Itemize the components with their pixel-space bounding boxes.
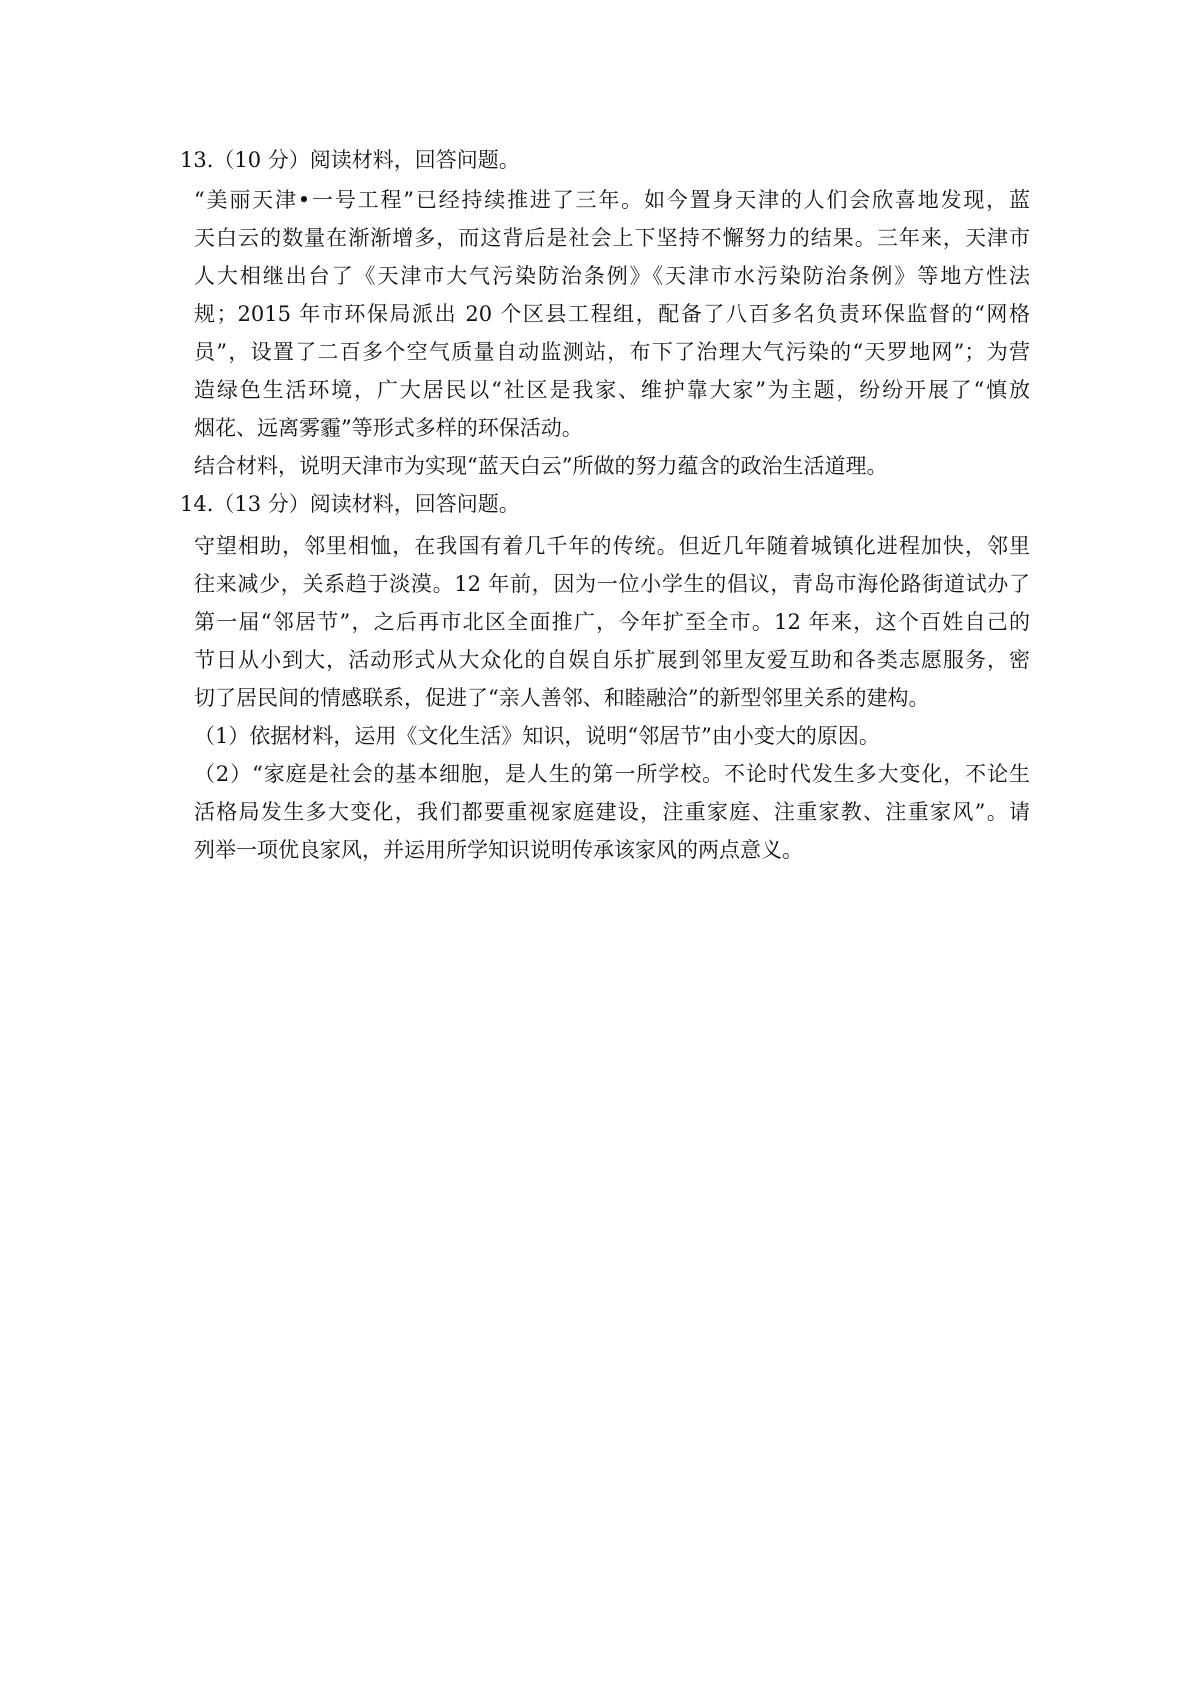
q13-material-line-2: 天白云的数量在渐渐增多，而这背后是社会上下坚持不懈努力的结果。三年来，天津市 (194, 226, 1030, 250)
q14-material-line-5: 切了居民间的情感联系，促进了“亲人善邻、和睦融洽”的新型邻里关系的建构。 (194, 686, 930, 710)
q13-material-line-4: 规；2015 年市环保局派出 20 个区县工程组，配备了八百多名负责环保监督的“网格 (194, 302, 1030, 326)
q14-subquestion-2-line-3: 列举一项优良家风，并运用所学知识说明传承该家风的两点意义。 (194, 838, 803, 862)
q14-material-line-3: 第一届“邻居节”，之后再市北区全面推广，今年扩至全市。12 年来，这个百姓自己的 (194, 610, 1030, 634)
question-14-header: 14.（13 分）阅读材料，回答问题。 (180, 492, 520, 516)
q14-material-line-1: 守望相助，邻里相恤，在我国有着几千年的传统。但近几年随着城镇化进程加快，邻里 (194, 534, 1030, 558)
q14-material-line-4: 节日从小到大，活动形式从大众化的自娱自乐扩展到邻里友爱互助和各类志愿服务，密 (194, 648, 1030, 672)
q13-material-line-1: “美丽天津•一号工程”已经持续推进了三年。如今置身天津的人们会欣喜地发现，蓝 (194, 188, 1030, 212)
q14-subquestion-2-line-2: 活格局发生多大变化，我们都要重视家庭建设，注重家庭、注重家教、注重家风”。请 (194, 800, 1030, 824)
q13-material-line-5: 员”，设置了二百多个空气质量自动监测站，布下了治理大气污染的“天罗地网”；为营 (194, 340, 1030, 364)
q13-material-line-3: 人大相继出台了《天津市大气污染防治条例》《天津市水污染防治条例》等地方性法 (194, 264, 1030, 288)
q14-subquestion-2-line-1: （2）“家庭是社会的基本细胞，是人生的第一所学校。不论时代发生多大变化，不论生 (194, 762, 1030, 786)
q14-subquestion-1: （1）依据材料，运用《文化生活》知识，说明“邻居节”由小变大的原因。 (194, 724, 880, 748)
question-13-header: 13.（10 分）阅读材料，回答问题。 (180, 148, 520, 172)
q13-question: 结合材料，说明天津市为实现“蓝天白云”所做的努力蕴含的政治生活道理。 (194, 454, 888, 478)
q13-material-line-6: 造绿色生活环境，广大居民以“社区是我家、维护靠大家”为主题，纷纷开展了“慎放 (194, 378, 1030, 402)
q14-material-line-2: 往来减少，关系趋于淡漠。12 年前，因为一位小学生的倡议，青岛市海伦路街道试办了 (194, 572, 1030, 596)
q13-material-line-7: 烟花、远离雾霾”等形式多样的环保活动。 (194, 416, 583, 440)
